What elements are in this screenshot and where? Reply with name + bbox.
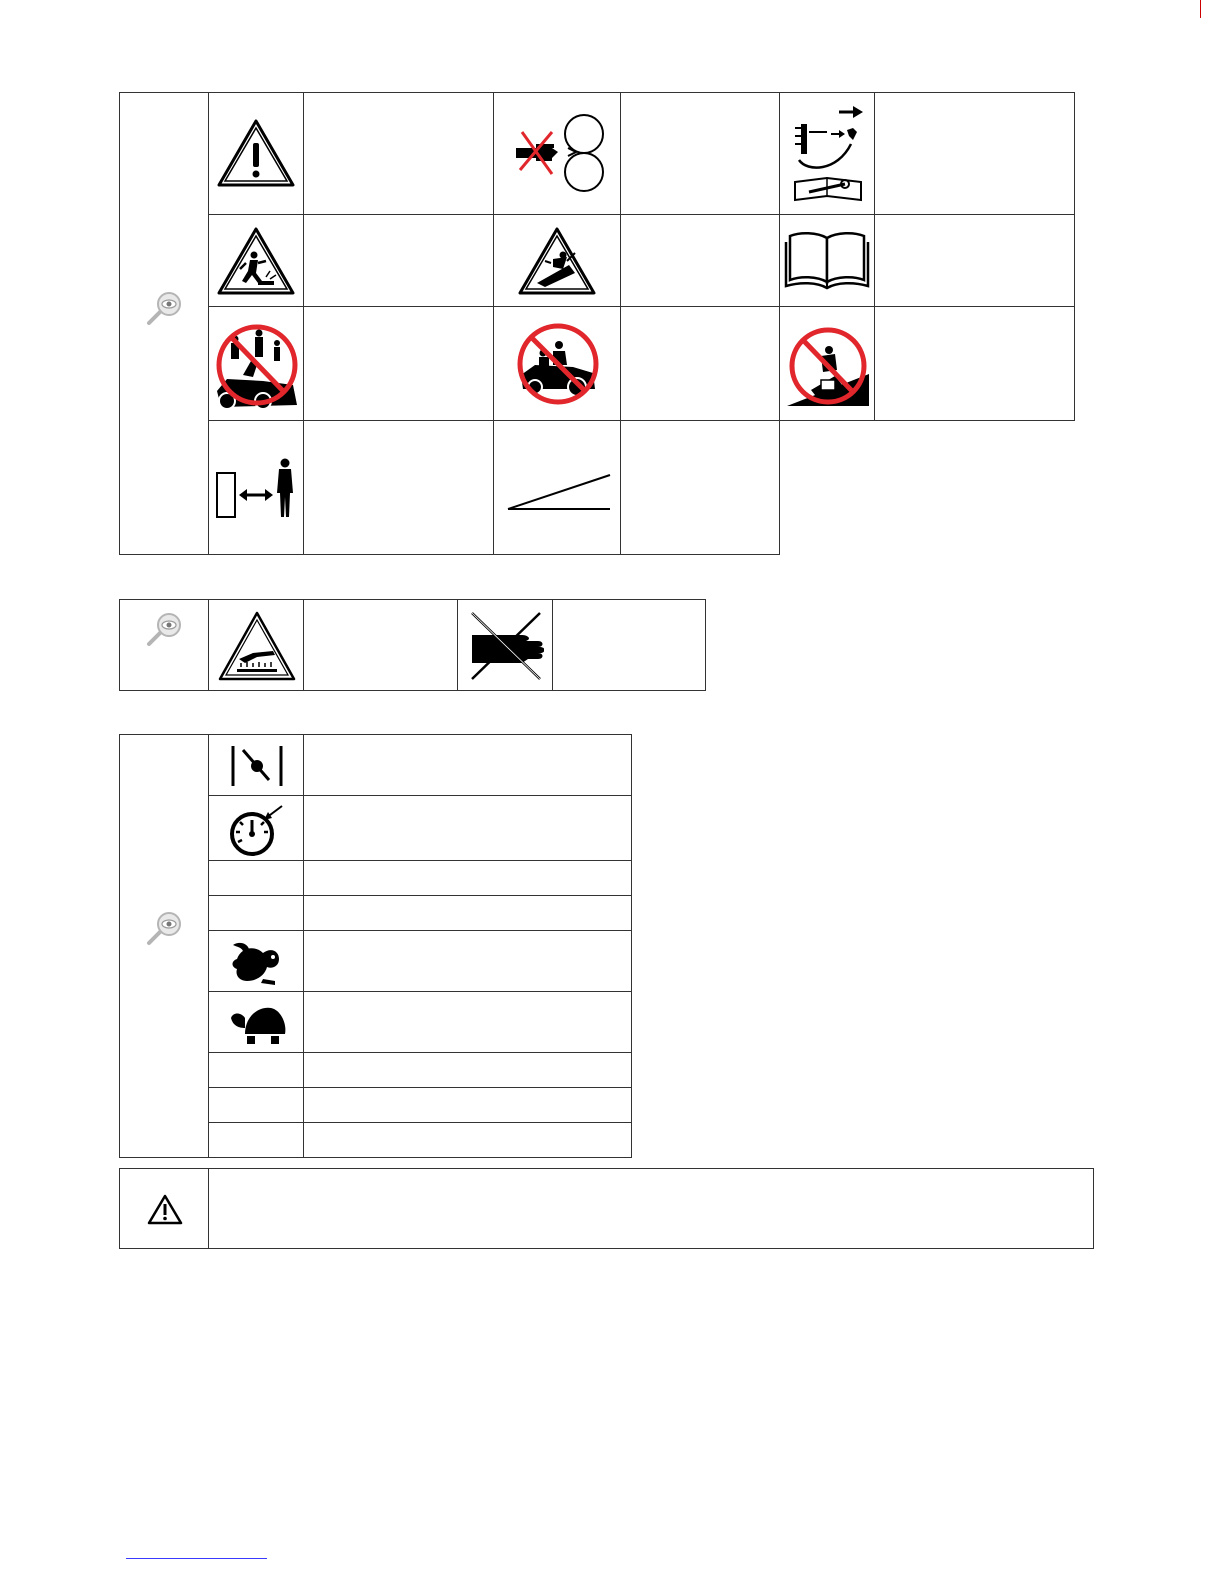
control-icon-cell [208,734,304,796]
section-label-cell [119,92,209,555]
throttle-gauge-icon [225,802,289,856]
tipping-over-warning-icon [516,223,598,299]
thrown-objects-warning-icon [215,223,297,299]
control-description-cell [303,930,632,992]
control-description-cell [303,734,632,796]
control-description-cell [303,991,632,1053]
symbol-description-cell [303,420,494,555]
magnifier-eye-icon [144,909,184,949]
section-label-cell [119,734,209,1158]
fast-rabbit-icon [227,937,287,987]
hot-surface-warning-icon [217,608,297,684]
symbol-description-cell [303,92,494,215]
no-bystanders-near-mower-icon [213,315,301,415]
symbol-icon-cell [208,214,304,307]
control-description-cell [303,1087,632,1123]
general-warning-triangle-icon [215,115,297,191]
symbol-description-cell [874,306,1075,421]
symbol-description-cell [620,214,780,307]
symbol-icon-cell [779,92,875,215]
control-description-cell [303,1052,632,1088]
control-icon-cell [208,1122,304,1158]
symbol-icon-cell [493,420,621,555]
warning-note-icon-cell [119,1168,209,1249]
small-warning-triangle-icon [146,1191,184,1227]
choke-icon [223,741,291,791]
control-icon-cell [208,1087,304,1123]
symbol-icon-cell [208,420,304,555]
no-hands-rotating-parts-icon [506,109,610,199]
crop-mark [1200,0,1201,18]
symbol-icon-cell [779,306,875,421]
spark-plug-maintenance-manual-icon [786,101,870,207]
control-icon-cell [208,1052,304,1088]
symbol-icon-cell [493,92,621,215]
control-icon-cell [208,895,304,931]
control-icon-cell [208,860,304,896]
symbol-description-cell [552,599,706,691]
link-underline [126,1558,267,1559]
symbol-icon-cell [208,599,304,691]
control-description-cell [303,860,632,896]
symbol-icon-cell [457,599,553,691]
symbol-description-cell [620,420,780,555]
safe-distance-icon [215,457,299,521]
no-steep-slopes-icon [784,319,872,409]
control-icon-cell [208,930,304,992]
symbol-icon-cell [493,214,621,307]
no-passengers-icon [512,319,604,409]
control-description-cell [303,1122,632,1158]
symbol-icon-cell [208,306,304,421]
slow-turtle-icon [227,998,289,1048]
symbol-description-cell [303,306,494,421]
symbol-description-cell [620,92,780,215]
symbol-icon-cell [208,92,304,215]
symbol-icon-cell [493,306,621,421]
control-description-cell [303,895,632,931]
slope-angle-icon [504,469,612,513]
control-icon-cell [208,991,304,1053]
control-description-cell [303,795,632,861]
symbol-icon-cell [779,214,875,307]
do-not-touch-icon [468,608,544,684]
symbol-description-cell [620,306,780,421]
section-label-cell [119,599,209,691]
symbol-description-cell [874,214,1075,307]
symbol-description-cell [874,92,1075,215]
magnifier-eye-icon [144,289,184,329]
control-icon-cell [208,795,304,861]
symbol-description-cell [303,214,494,307]
open-manual-icon [784,227,870,293]
warning-note-text-cell [208,1168,1094,1249]
symbol-description-cell [303,599,458,691]
magnifier-eye-icon [144,610,184,650]
